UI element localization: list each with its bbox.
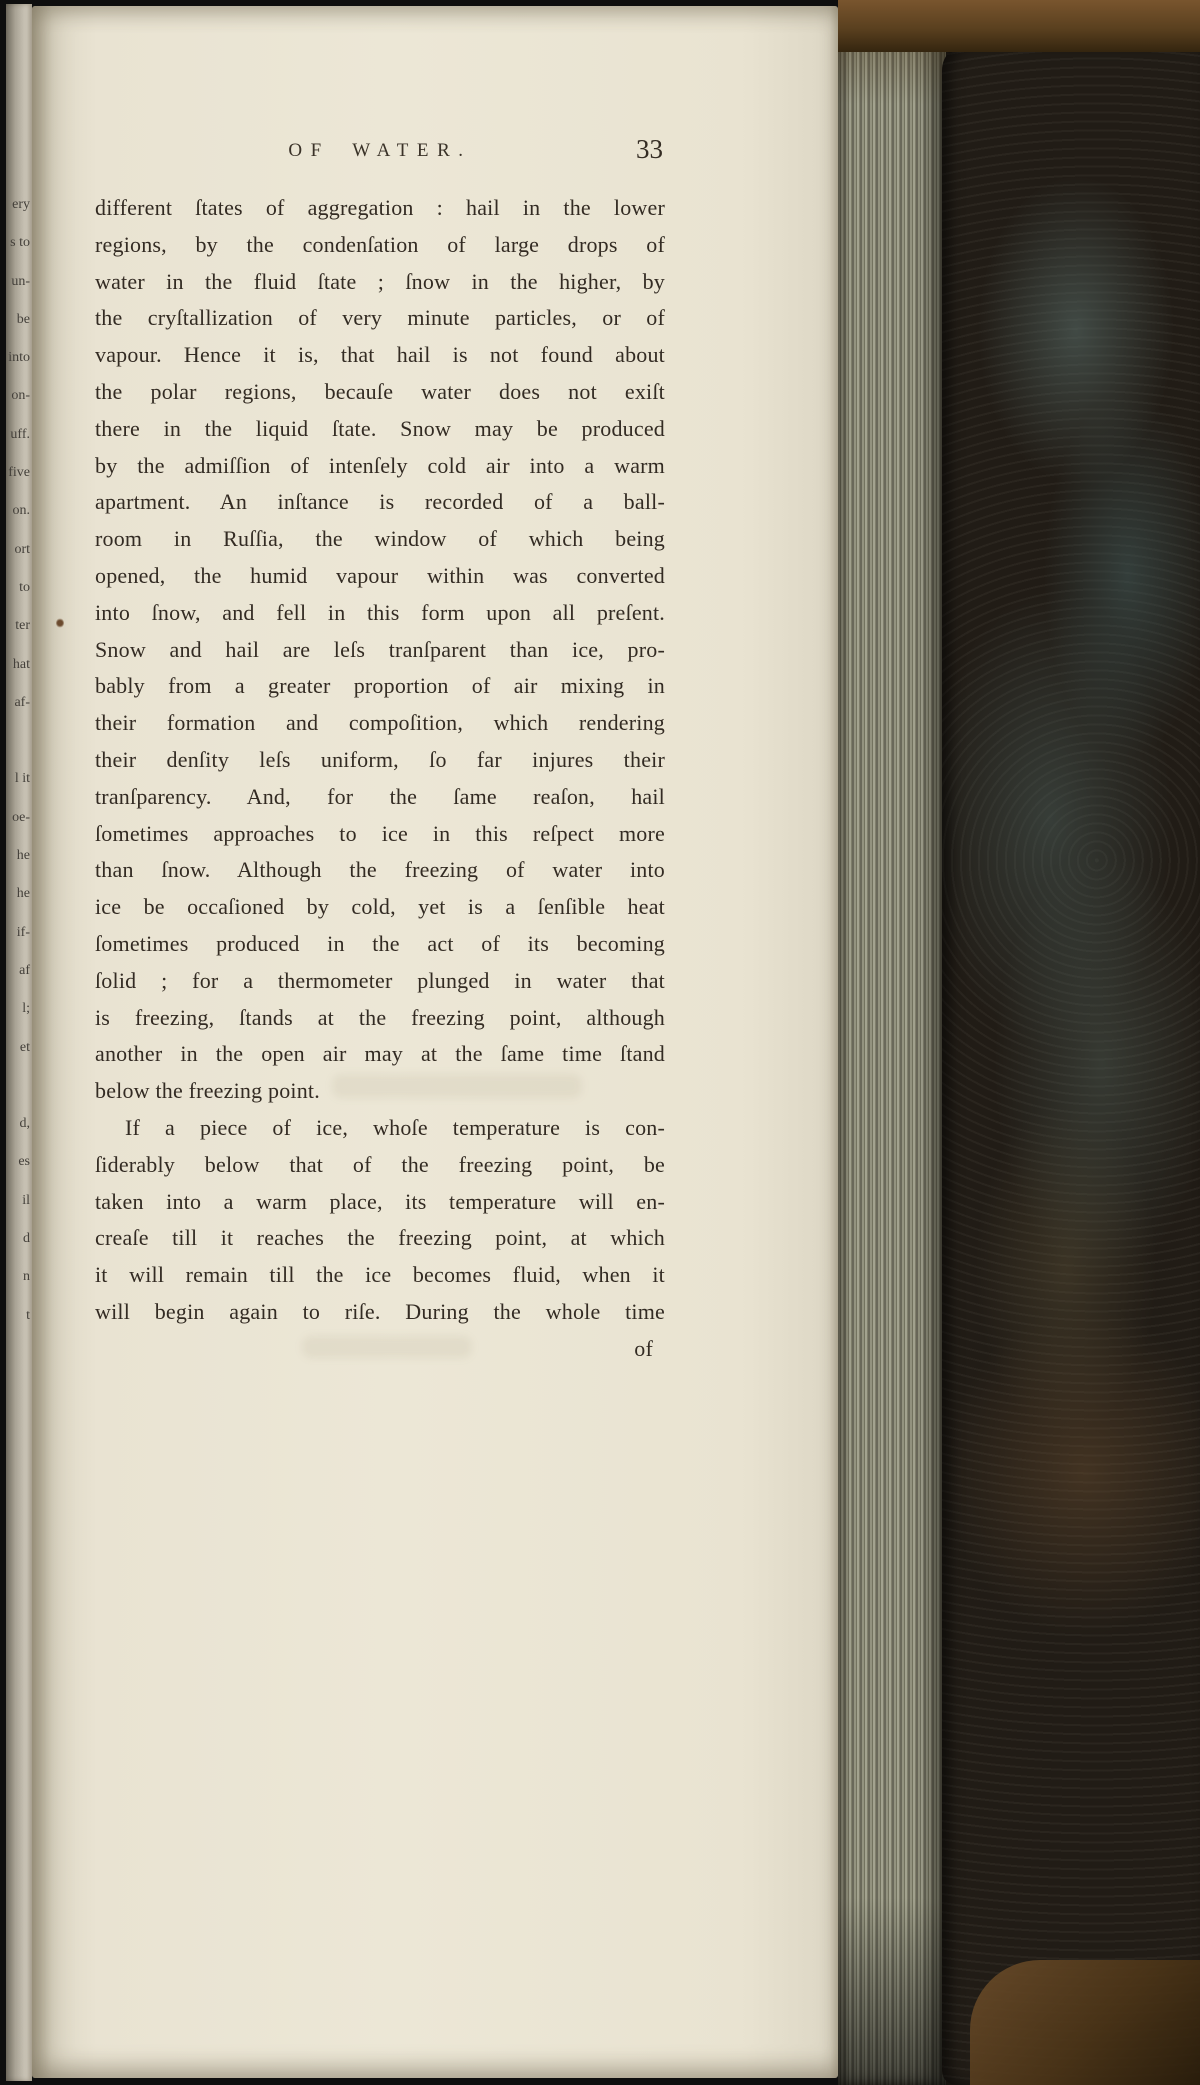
edge-text-fragment: if-	[16, 924, 30, 940]
edge-text-fragment: ort	[14, 541, 30, 557]
edge-text-fragment: to	[19, 579, 30, 595]
page-edges-texture	[838, 0, 946, 2085]
text-line: water in the fluid ſtate ; ſnow in the higher, by	[95, 268, 665, 294]
text-line: vapour. Hence it is, that hail is not found about	[95, 342, 665, 368]
text-line: it will remain till the ice becomes fluid, when it	[95, 1262, 665, 1288]
text-block	[95, 190, 665, 1368]
running-title: OF WATER.	[288, 140, 472, 161]
text-line: If a piece of ice, whoſe temperature is con-	[125, 1114, 665, 1140]
text-line: than ſnow. Although the freezing of water into	[95, 857, 665, 883]
text-line: creaſe till it reaches the freezing point, at which	[95, 1225, 665, 1251]
text-line: room in Ruſſia, the window of which being	[95, 526, 665, 552]
text-line: taken into a warm place, its temperature will en-	[95, 1188, 665, 1214]
leather-spine-top	[838, 0, 1200, 52]
show-through-smudge	[332, 1074, 582, 1098]
text-line: will begin again to riſe. During the whole time	[95, 1298, 665, 1324]
edge-text-fragment: t	[26, 1307, 30, 1323]
text-line: ſometimes produced in the act of its becoming	[95, 930, 665, 956]
edge-text-fragment: he	[16, 848, 30, 864]
text-line: into ſnow, and fell in this form upon all preſent.	[95, 599, 665, 625]
edge-text-fragment: d	[23, 1231, 30, 1247]
edge-text-fragment	[6, 1067, 30, 1105]
text-line: ſiderably below that of the freezing point, be	[95, 1151, 665, 1177]
edge-text-fragment: es	[18, 1154, 30, 1170]
text-line: apartment. An inſtance is recorded of a ball-	[95, 489, 665, 515]
facing-page-text-fragments	[6, 186, 32, 1335]
text-line: ice be occaſioned by cold, yet is a ſenſible heat	[95, 894, 665, 920]
leather-corner-bottom	[970, 1960, 1200, 2085]
edge-text-fragment: ter	[15, 618, 30, 634]
edge-text-fragment: af-	[14, 694, 30, 710]
book-fore-edge	[838, 0, 1200, 2085]
text-line: ſometimes approaches to ice in this reſpect more	[95, 820, 665, 846]
edge-text-fragment: af	[19, 962, 30, 978]
edge-text-fragment: he	[16, 886, 30, 902]
text-line: tranſparency. And, for the ſame reaſon, hail	[95, 783, 665, 809]
text-line: opened, the humid vapour within was converted	[95, 562, 665, 588]
edge-text-fragment: un-	[11, 273, 30, 289]
edge-text-fragment: et	[19, 1039, 30, 1055]
text-line: the cryſtallization of very minute particles, or of	[95, 305, 665, 331]
text-line: the polar regions, becauſe water does not exiſt	[95, 378, 665, 404]
edge-text-fragment: oe-	[12, 809, 30, 825]
text-line: their denſity leſs uniform, ſo far injures their	[95, 746, 665, 772]
text-line: ſolid ; for a thermometer plunged in water that	[95, 967, 665, 993]
text-line: another in the open air may at the ſame time ſtand	[95, 1041, 665, 1067]
marbled-cover	[942, 44, 1200, 2085]
text-line: bably from a greater proportion of air mixing in	[95, 673, 665, 699]
edge-text-fragment: five	[8, 465, 30, 481]
paragraph-2	[95, 1110, 665, 1331]
edge-text-fragment: il	[22, 1192, 30, 1208]
edge-text-fragment: s to	[10, 235, 30, 251]
edge-text-fragment: l it	[14, 771, 30, 787]
page-header	[95, 134, 665, 174]
book-page	[32, 6, 838, 2078]
show-through-smudge	[302, 1336, 472, 1358]
text-line: by the admiſſion of intenſely cold air into a warm	[95, 452, 665, 478]
text-line: their formation and compoſition, which rendering	[95, 710, 665, 736]
edge-text-fragment: hat	[12, 656, 30, 672]
text-line: different ſtates of aggregation : hail in the lower	[95, 195, 665, 220]
text-line: Snow and hail are leſs tranſparent than ice, pro-	[95, 636, 665, 662]
facing-page-edge	[6, 4, 32, 2081]
edge-text-fragment: on.	[12, 503, 30, 519]
edge-text-fragment: ery	[12, 197, 30, 212]
text-line: is freezing, ſtands at the freezing point, although	[95, 1004, 665, 1030]
text-line: below the freezing point.	[95, 1078, 320, 1104]
edge-text-fragment	[6, 722, 30, 760]
paper-speck	[56, 618, 64, 628]
catchword: of	[634, 1335, 653, 1361]
text-line: regions, by the condenſation of large drops of	[95, 231, 665, 257]
edge-text-fragment: be	[16, 311, 30, 327]
edge-text-fragment: on-	[11, 388, 30, 404]
page-number: 33	[636, 134, 663, 164]
edge-text-fragment: into	[8, 350, 30, 366]
edge-text-fragment: n	[23, 1269, 30, 1285]
edge-text-fragment: uff.	[10, 426, 30, 442]
paragraph-1	[95, 190, 665, 1110]
edge-text-fragment: d,	[19, 1116, 30, 1132]
text-line: there in the liquid ſtate. Snow may be produced	[95, 415, 665, 441]
edge-text-fragment: l;	[22, 1001, 30, 1017]
